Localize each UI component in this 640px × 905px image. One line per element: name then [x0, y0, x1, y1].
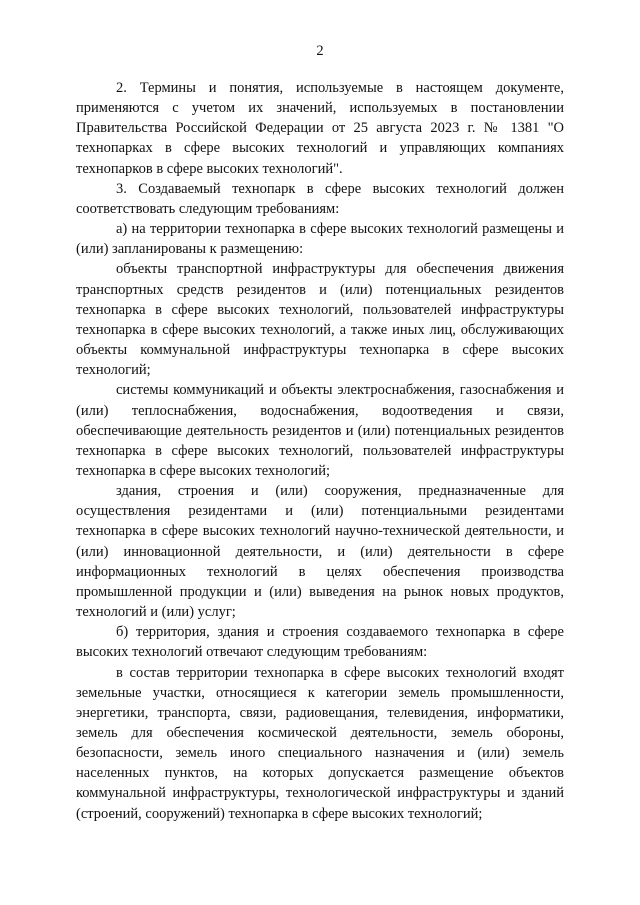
- paragraph-land-plots: в состав территории технопарка в сфере высоких технологий входят земельные участки, относящиеся к категории земель промышленности, энергетики, транспорта, связи, радиовещания, телевидения, информатики, земель для обеспечения космической деятельности, земель обороны, безопасности, земель иного специального назначения и (или) земель населенных пунктов, на которых допускается размещение объектов коммунальной инфраструктуры, технологической инфраструктуры и зданий (строений, сооружений) технопарка в сфере высоких технологий;: [76, 664, 564, 822]
- paragraph-3b-territory: б) территория, здания и строения создаваемого технопарка в сфере высоких технологий отвечают следующим требованиям:: [76, 624, 564, 661]
- paragraph-transport-infrastructure: объекты транспортной инфраструктуры для обеспечения движения транспортных средств резидентов и (или) потенциальных резидентов технопарка в сфере высоких технологий, пользователей инфраструктуры технопарка в сфере высоких технологий, а также иных лиц, обслуживающих объекты коммунальной инфраструктуры технопарка в сфере высоких технологий;: [76, 261, 564, 379]
- document-body: [76, 78, 564, 824]
- paragraph-3a-placement: а) на территории технопарка в сфере высоких технологий размещены и (или) запланированы к размещению:: [76, 221, 564, 258]
- paragraph-3-requirements: 3. Создаваемый технопарк в сфере высоких технологий должен соответствовать следующим требованиям:: [76, 180, 564, 217]
- page-number: 2: [316, 43, 324, 59]
- paragraph-buildings: здания, строения и (или) сооружения, предназначенные для осуществления резидентами и (или) потенциальными резидентами технопарка в сфере высоких технологий научно-технической деятельности, и (или) инновационной деятельности, и (или) деятельности в сфере информационных технологий в целях обеспечения производства промышленной продукции и (или) выведения на рынок новых продуктов, технологий и (или) услуг;: [76, 483, 564, 621]
- paragraph-2-terms: 2. Термины и понятия, используемые в настоящем документе, применяются с учетом их значений, используемых в постановлении Правительства Российской Федерации от 25 августа 2023 г. № 1381 "О технопарках в сфере высоких технологий и управляющих компаниях технопарков в сфере высоких технологий".: [76, 80, 564, 177]
- paragraph-communication-systems: системы коммуникаций и объекты электроснабжения, газоснабжения и (или) теплоснабжения, водоснабжения, водоотведения и связи, обеспечивающие деятельность резидентов и (или) потенциальных резидентов технопарка в сфере высоких технологий, пользователей инфраструктуры технопарка в сфере высоких технологий;: [76, 382, 564, 479]
